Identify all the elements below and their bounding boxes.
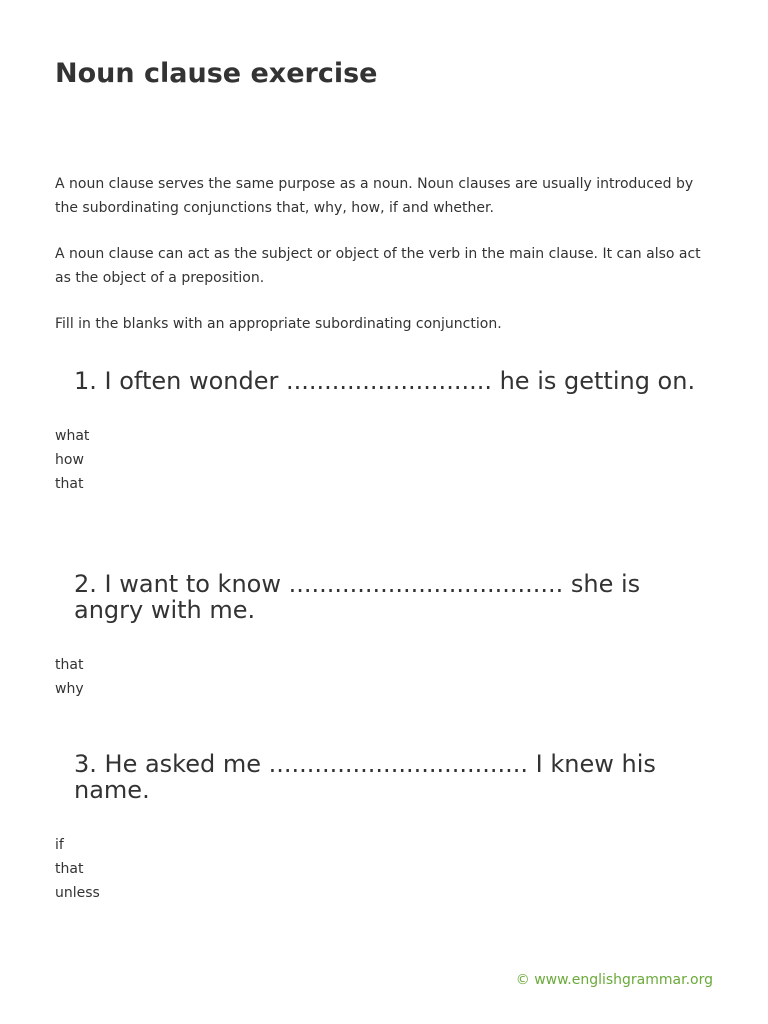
answer-options [55, 424, 715, 496]
page-title: Noun clause exercise [55, 58, 378, 89]
answer-option[interactable]: that [55, 861, 84, 877]
answer-option[interactable]: how [55, 452, 84, 468]
answer-option[interactable]: why [55, 681, 84, 697]
answer-options [55, 833, 715, 905]
intro-paragraph: A noun clause can act as the subject or object of the verb in the main clause. It can also act as the object of a preposition. [55, 246, 701, 286]
answer-option[interactable]: what [55, 428, 90, 444]
question-text: 3. He asked me .................................. I knew his name. [74, 750, 656, 804]
intro-section [55, 172, 715, 358]
question-2 [55, 571, 715, 701]
footer-copyright[interactable]: © www.englishgrammar.org [515, 972, 713, 988]
instructions: Fill in the blanks with an appropriate subordinating conjunction. [55, 316, 502, 332]
answer-options [55, 653, 715, 701]
answer-option[interactable]: unless [55, 885, 100, 901]
question-text: 2. I want to know .................................... she is angry with me. [74, 570, 641, 624]
question-text: 1. I often wonder ........................... he is getting on. [74, 367, 696, 395]
answer-option[interactable]: that [55, 657, 84, 673]
intro-paragraph: A noun clause serves the same purpose as a noun. Noun clauses are usually introduced by the subordinating conjunctions that, why, how, if and whether. [55, 176, 694, 216]
answer-option[interactable]: that [55, 476, 84, 492]
question-3 [55, 751, 715, 905]
answer-option[interactable]: if [55, 837, 64, 853]
question-1 [55, 368, 715, 496]
